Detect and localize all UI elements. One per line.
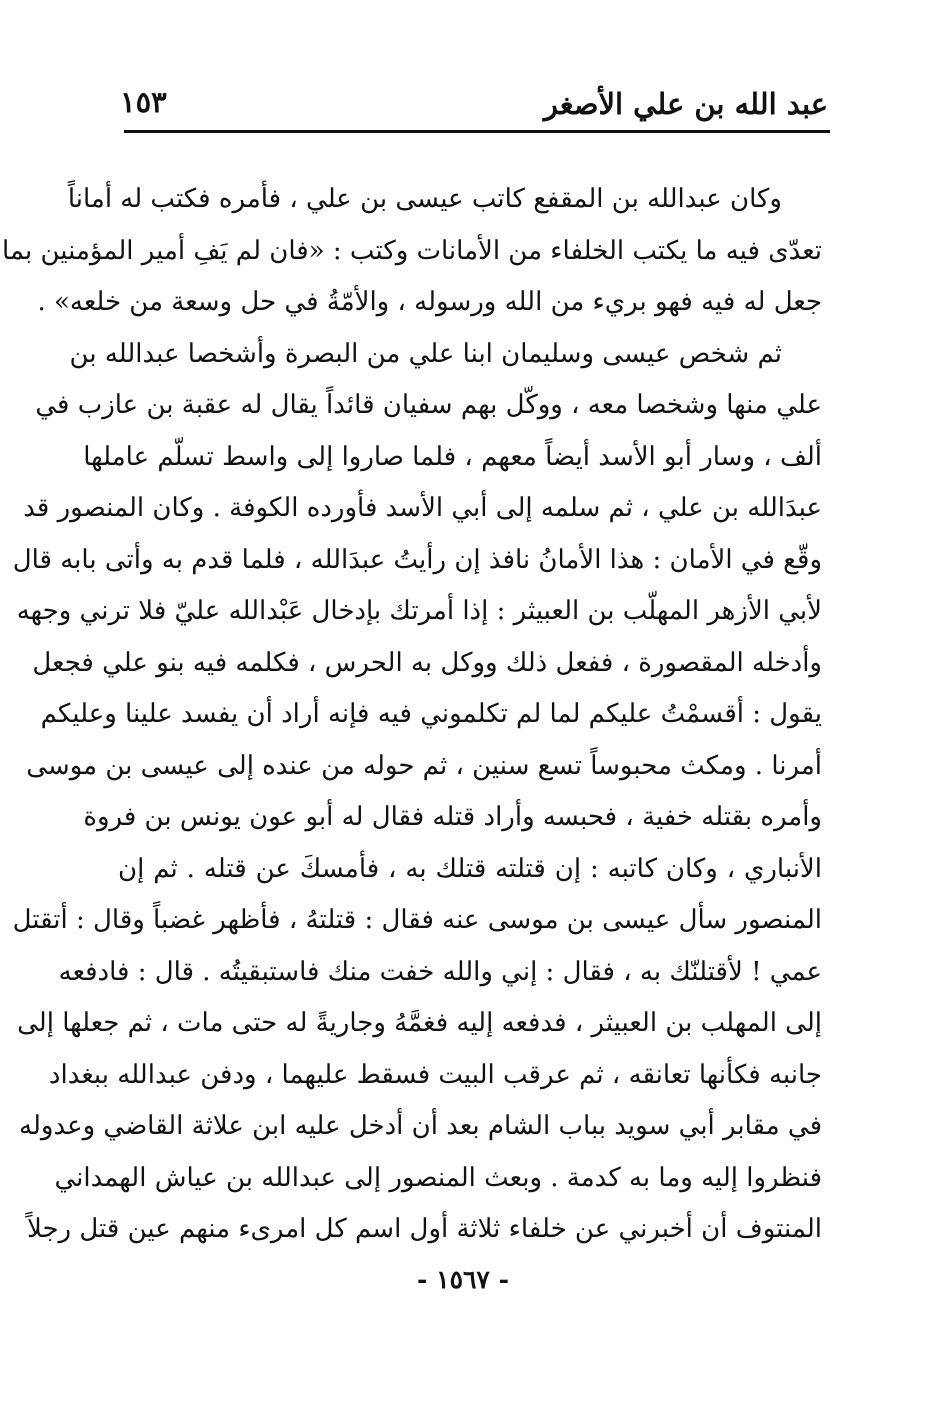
header-page-number: ١٥٣ xyxy=(120,85,167,119)
text-line: يقول : أقسمْتُ عليكم لما لم تكلموني فيه فإنه أراد أن يفسد علينا وعليكم xyxy=(40,699,822,729)
text-line: ألف ، وسار أبو الأسد أيضاً معهم ، فلما صاروا إلى واسط تسلّم عاملها xyxy=(83,441,822,472)
text-line: فنظروا إليه وما به كدمة . وبعث المنصور إلى عبدالله بن عياش الهمداني xyxy=(54,1162,822,1193)
text-line: عمي ! لأقتلنّك به ، فقال : إني والله خفت منك فاستبقيتُه . قال : فادفعه xyxy=(58,956,822,987)
text-line: عبدَالله بن علي ، ثم سلمه إلى أبي الأسد فأورده الكوفة . وكان المنصور قد xyxy=(23,493,822,523)
text-line: في مقابر أبي سويد بباب الشام بعد أن أدخل عليه ابن علاثة القاضي وعدوله xyxy=(19,1111,822,1141)
text-line: علي منها وشخصا معه ، ووكّل بهم سفيان قائداً يقال له عقبة بن عازب في xyxy=(35,390,822,420)
text-line: جعل له فيه فهو بريء من الله ورسوله ، والأمّةُ في حل وسعة من خلعه» . xyxy=(37,287,822,317)
text-line: أمرنا . ومكث محبوساً تسع سنين ، ثم حوله من عنده إلى عيسى بن موسى xyxy=(26,750,822,781)
text-line: تعدّى فيه ما يكتب الخلفاء من الأمانات وكتب : «فان لم يَفِ أمير المؤمنين بما xyxy=(2,235,822,266)
running-title: عبد الله بن علي الأصغر xyxy=(543,87,828,121)
text-line: وكان عبدالله بن المقفع كاتب عيسى بن علي ، فأمره فكتب له أماناً xyxy=(67,184,782,214)
text-line: الأنباري ، وكان كاتبه : إن قتلته قتلك به ، فأمسكَ عن قتله . ثم إن xyxy=(118,853,822,884)
header-rule xyxy=(124,130,830,133)
text-line: لأبي الأزهر المهلّب بن العبيثر : إذا أمرتك بإدخال عَبْدالله عليّ فلا ترني وجهه xyxy=(16,596,822,626)
text-line: المنصور سأل عيسى بن موسى عنه فقال : قتلتهُ ، فأظهر غضباً وقال : أتقتل xyxy=(12,905,822,935)
text-line: جانبه فكأنها تعانقه ، ثم عرقب البيت فسقط عليهما ، ودفن عبدالله ببغداد xyxy=(48,1059,822,1090)
text-line: وأدخله المقصورة ، ففعل ذلك ووكل به الحرس ، فكلمه فيه بنو علي فجعل xyxy=(32,647,822,678)
text-line: ثم شخص عيسى وسليمان ابنا علي من البصرة وأشخصا عبدالله بن xyxy=(69,338,782,369)
text-line: المنتوف أن أخبرني عن خلفاء ثلاثة أول اسم كل امرىء منهم عين قتل رجلاً xyxy=(26,1214,822,1244)
body-text xyxy=(2,174,822,1244)
text-line: إلى المهلب بن العبيثر ، فدفعه إليه فغمَّهُ وجاريةً له حتى مات ، ثم جعلها إلى xyxy=(17,1008,822,1038)
footer-page-number: - ١٥٦٧ - xyxy=(417,1265,509,1294)
text-line: وأمره بقتله خفية ، فحبسه وأراد قتله فقال له أبو عون يونس بن فروة xyxy=(83,802,822,832)
page-header xyxy=(118,78,828,130)
text-line: وقّع في الأمان : هذا الأمانُ نافذ إن رأيتُ عبدَالله ، فلما قدم به وأتى بابه قال xyxy=(12,544,822,575)
